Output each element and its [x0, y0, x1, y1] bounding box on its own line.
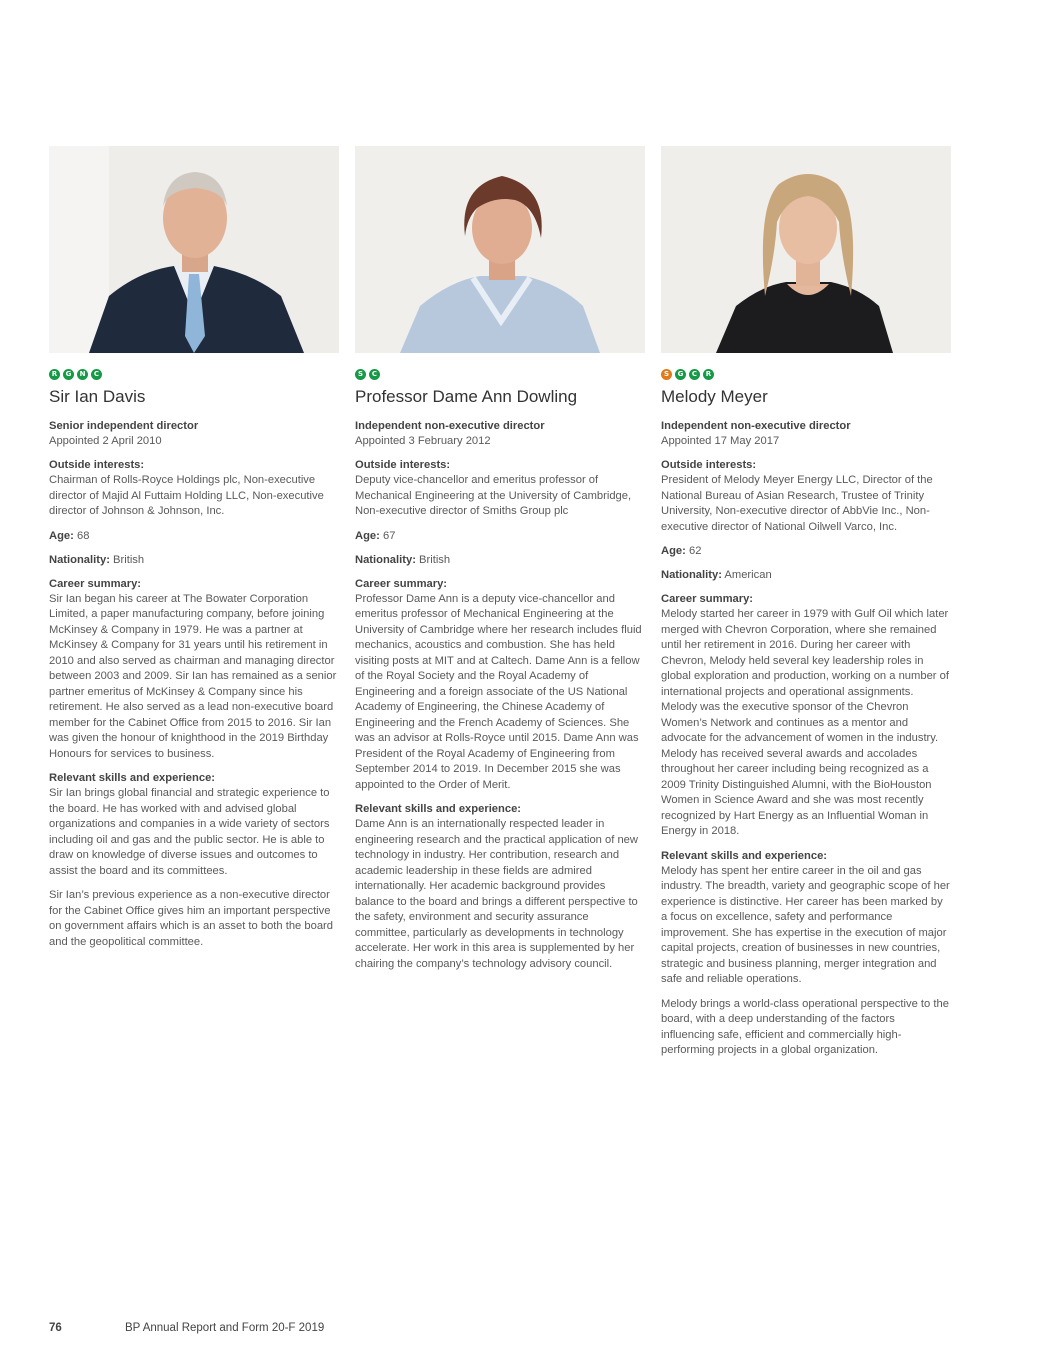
outside-interests-text: President of Melody Meyer Energy LLC, Director of the National Bureau of Asian Research, Trustee of Trinity University, Non-executive director of AbbVie Inc., Non-executive director of National Oilwell Varco, Inc. — [661, 474, 933, 533]
committee-badges — [355, 369, 645, 383]
portrait-dowling-image — [355, 146, 645, 353]
age-row — [355, 529, 645, 544]
age-row — [661, 544, 951, 559]
appointed-date: Appointed 2 April 2010 — [49, 435, 162, 447]
nationality-label: Nationality: — [355, 553, 416, 566]
age-row — [49, 529, 339, 544]
age-value: 68 — [76, 529, 90, 542]
skills-text: Dame Ann is an internationally respected leader in engineering research and the practical application of new technology in industry. Her contribution, research and academic leadership in these fields are admired internationally. Her academic background provides balance to the board and brings a different perspective to the safety, environment and security assurance committee, particularly as developments in technology accelerate. Her work in this area is supplemented by her chairing the company’s technology advisory council. — [355, 818, 638, 970]
committee-badge: C — [91, 369, 102, 380]
committee-badge: N — [77, 369, 88, 380]
director-photo — [49, 146, 339, 353]
committee-badge: C — [369, 369, 380, 380]
age-label: Age: — [355, 529, 380, 542]
committee-badges — [661, 369, 951, 383]
portrait-meyer-image — [661, 146, 951, 353]
director-role: Independent non-executive director — [661, 420, 851, 432]
skills-label: Relevant skills and experience: — [49, 772, 216, 784]
nationality-row — [49, 553, 339, 568]
skills-text: Melody has spent her entire career in the oil and gas industry. The breadth, variety and geographic scope of her experience is distinctive. Her career has been marked by a focus on excellence, safety and performance improvement. She has expertise in the execution of major capital projects, creation of businesses in new countries, strategic and business planning, merger integration and safe and reliable operations. — [661, 864, 950, 985]
skills-label: Relevant skills and experience: — [355, 803, 522, 815]
career-summary-label: Career summary: — [355, 577, 448, 590]
committee-badge: G — [63, 369, 74, 380]
committee-badge: C — [689, 369, 700, 380]
outside-interests-label: Outside interests: — [49, 459, 145, 471]
director-name: Sir Ian Davis — [49, 387, 146, 406]
director-photo — [661, 146, 951, 353]
outside-interests-label: Outside interests: — [661, 459, 757, 471]
nationality-row — [661, 568, 951, 583]
director-name: Melody Meyer — [661, 387, 768, 406]
nationality-label: Nationality: — [49, 553, 110, 566]
outside-interests-text: Deputy vice-chancellor and emeritus professor of Mechanical Engineering at the University of Cambridge, Non-executive director of Smiths Group plc — [355, 474, 632, 517]
age-label: Age: — [661, 545, 686, 557]
career-summary-text: Melody started her career in 1979 with Gulf Oil which later merged with Chevron Corporation, where she remained until her retirement in 2016. During her career with Chevron, Melody held several key leadership roles in global exploration and production, working on a number of international projects and operational assignments. Melody was the executive sponsor of the Chevron Women’s Network and continues as a mentor and advocate for the advancement of women in the industry. Melody has received several awards and accolades throughout her career including being recognized as a 2009 Trinity Distinguished Alumni, with the BioHouston Women in Science Award and she was most recently recognized by Hart Energy as an Influential Woman in Energy in 2018. — [661, 608, 949, 837]
appointed-date: Appointed 3 February 2012 — [355, 435, 491, 447]
director-photo — [355, 146, 645, 353]
director-name: Professor Dame Ann Dowling — [355, 387, 578, 406]
appointed-date: Appointed 17 May 2017 — [661, 435, 780, 447]
director-role: Independent non-executive director — [355, 420, 545, 432]
extra-text: Melody brings a world-class operational perspective to the board, with a deep understanding of the factors influencing safe, efficient and commercially high-performing projects in a global organization. — [661, 997, 949, 1056]
director-column-dowling — [355, 146, 645, 981]
committee-badge: S — [355, 369, 366, 380]
committee-badge: G — [675, 369, 686, 380]
outside-interests-text: Chairman of Rolls-Royce Holdings plc, Non-executive director of Majid Al Futtaim Holding LLC, Non-executive director of Johnson & Johnson, Inc. — [49, 474, 324, 517]
report-title: BP Annual Report and Form 20-F 2019 — [125, 1322, 325, 1334]
age-value: 62 — [688, 545, 702, 557]
committee-badge: R — [49, 369, 60, 380]
career-summary-text: Sir Ian began his career at The Bowater Corporation Limited, a paper manufacturing company, before joining McKinsey & Company in 1979. He was a partner at McKinsey & Company for 31 years until his retirement in 2010 and also served as chairman and managing director between 2003 and 2009. Sir Ian has remained as a senior partner emeritus of McKinsey & Company since his retirement. He also served as a lead non-executive board member for the Cabinet Office from 2015 to 2016. Sir Ian was given the honour of knighthood in the 2019 Birthday Honours for services to business. — [49, 592, 337, 760]
career-summary-label: Career summary: — [661, 593, 754, 605]
skills-text: Sir Ian brings global financial and strategic experience to the board. He has worked with and advised global organizations and companies in a wide variety of sectors including oil and gas and the public sector. He is able to draw on knowledge of diverse issues and outcomes to assist the board and its committees. — [49, 787, 330, 877]
page-footer — [49, 1322, 324, 1334]
skills-label: Relevant skills and experience: — [661, 849, 828, 862]
age-label: Age: — [49, 529, 74, 542]
committee-badge: S — [661, 369, 672, 380]
extra-text: Sir Ian’s previous experience as a non-executive director for the Cabinet Office gives him an important perspective on government affairs which is an asset to both the board and the geopolitical committee. — [49, 889, 334, 948]
career-summary-label: Career summary: — [49, 577, 142, 590]
committee-badges — [49, 369, 339, 383]
age-value: 67 — [382, 529, 396, 542]
director-column-meyer — [661, 146, 951, 1068]
career-summary-text: Professor Dame Ann is a deputy vice-chancellor and emeritus professor of Mechanical Engineering at the University of Cambridge where her research includes fluid mechanics, acoustics and combustion. She has held visiting posts at MIT and at Caltech. Dame Ann is a fellow of the Royal Society and the Royal Academy of Engineering and a foreign associate of the US National Academy of Engineering, the Chinese Academy of Engineering and the French Academy of Sciences. She was an advisor at Rolls-Royce until 2015. Dame Ann was President of the Royal Academy of Engineering from September 2014 to 2019. In December 2015 she was appointed to the Order of Merit. — [355, 592, 642, 791]
committee-badge: R — [703, 369, 714, 380]
portrait-davis-image — [49, 146, 339, 353]
nationality-value: British — [113, 553, 145, 566]
nationality-value: American — [724, 569, 772, 581]
nationality-row — [355, 553, 645, 568]
nationality-value: British — [419, 553, 451, 566]
director-column-davis — [49, 146, 339, 959]
director-role: Senior independent director — [49, 420, 199, 432]
nationality-label: Nationality: — [661, 569, 722, 581]
outside-interests-label: Outside interests: — [355, 459, 451, 471]
page-number: 76 — [49, 1322, 62, 1334]
